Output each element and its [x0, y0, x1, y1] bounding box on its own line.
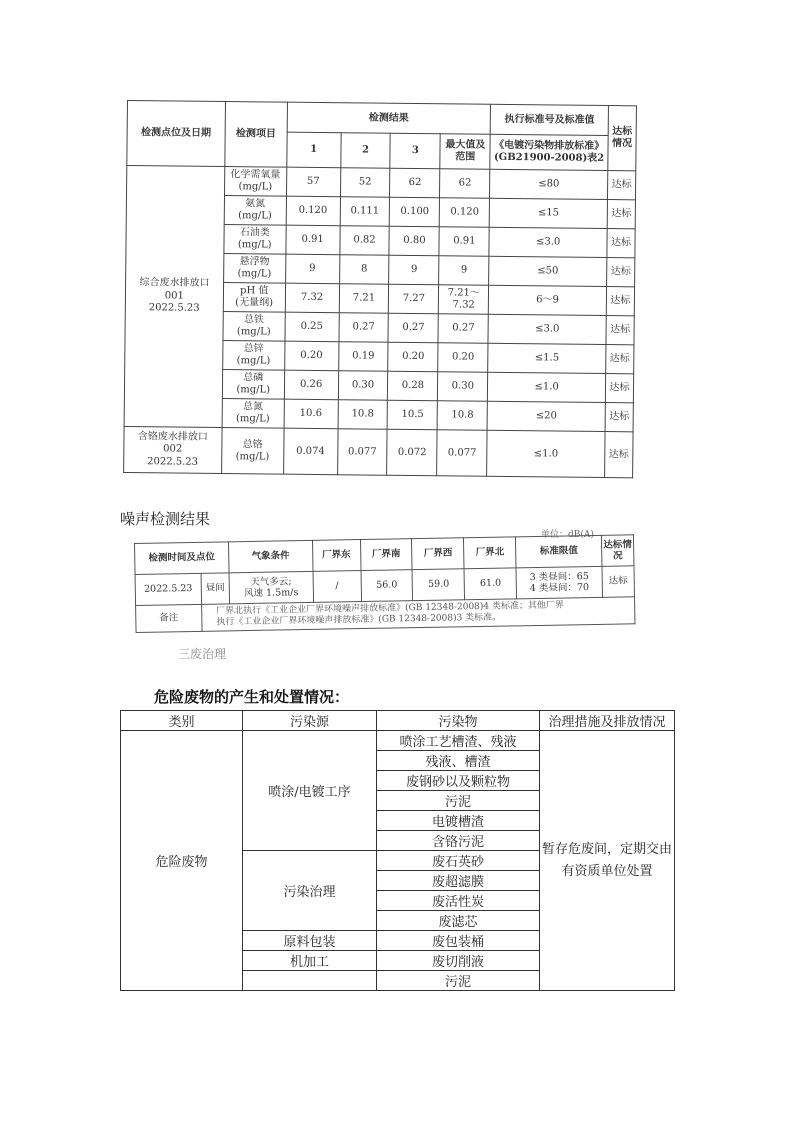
compliance-cell: 达标: [607, 200, 635, 229]
date-cell: 2022.5.23: [135, 573, 201, 605]
pollutant-cell: 废活性炭: [377, 891, 540, 911]
compliance-cell: 达标: [605, 374, 633, 403]
south-cell: 56.0: [361, 570, 413, 602]
value-cell: 7.21: [339, 284, 389, 314]
hazard-table: [120, 710, 675, 991]
west-cell: 59.0: [412, 569, 464, 601]
source-cell: [243, 971, 377, 991]
remark-label: 备注: [136, 604, 202, 632]
header-r2: 2: [340, 133, 390, 169]
pollutant-cell: 残液、槽渣: [377, 751, 540, 771]
value-cell: 0.111: [340, 197, 390, 227]
value-cell: 57: [286, 167, 340, 197]
header-item: 检测项目: [225, 102, 288, 168]
max-cell: 9: [439, 256, 489, 286]
category-cell: 危险废物: [121, 731, 243, 991]
header-weather: 气象条件: [228, 540, 312, 572]
pollutant-cell: 废包装桶: [377, 931, 540, 951]
compliance-cell: 达标: [605, 432, 633, 478]
value-cell: 0.074: [283, 428, 337, 475]
table-row: [121, 731, 675, 751]
compliance-cell: 达标: [607, 258, 635, 287]
site-date: 2022.5.23: [147, 455, 199, 468]
east-cell: /: [313, 571, 361, 603]
value-cell: 0.27: [388, 313, 438, 343]
standard-cell: ≤1.0: [487, 430, 605, 477]
value-cell: 0.82: [339, 226, 389, 256]
standard-cell: ≤20: [487, 401, 605, 431]
pollutant-cell: 废切削液: [377, 951, 540, 971]
pollutant-cell: 电镀槽渣: [377, 811, 540, 831]
header-standard-name: 《电镀污染物排放标准》(GB21900-2008)表2: [490, 134, 608, 170]
standard-cell: ≤80: [490, 169, 608, 199]
site-cell: [124, 166, 225, 428]
header-pollutant: 污染物: [377, 711, 540, 731]
item-cell: 化学需氧量 (mg/L): [224, 167, 286, 197]
pollutant-cell: 含铬污泥: [377, 831, 540, 851]
site-name: 含铬废水排放口: [137, 430, 208, 443]
item-cell: 总铬 (mg/L): [221, 428, 283, 475]
header-time-site: 检测时间及点位: [135, 542, 229, 575]
max-cell: 0.91: [439, 227, 489, 257]
water-quality-table-scan: [123, 100, 637, 478]
value-cell: 0.072: [387, 429, 437, 476]
table-row: [124, 426, 633, 477]
compliance-cell: 达标: [602, 566, 635, 598]
item-cell: 悬浮物 (mg/L): [223, 254, 285, 284]
standard-cell: ≤1.5: [488, 343, 606, 373]
value-cell: 0.91: [286, 225, 340, 255]
header-east: 厂界东: [312, 540, 360, 572]
header-results: 检测结果: [287, 102, 491, 134]
noise-heading: 噪声检测结果: [120, 510, 211, 528]
max-cell: 0.27: [438, 314, 488, 344]
noise-table-scan: [134, 534, 635, 633]
header-treatment: 治理措施及排放情况: [540, 711, 675, 731]
standard-cell: ≤15: [489, 198, 607, 228]
header-r3: 3: [390, 133, 440, 169]
header-west: 厂界西: [412, 538, 464, 570]
pollutant-cell: 废超滤膜: [377, 871, 540, 891]
compliance-cell: 达标: [608, 171, 636, 200]
value-cell: 10.5: [388, 400, 438, 430]
header-r1: 1: [286, 132, 340, 168]
item-cell: 总铁 (mg/L): [223, 312, 285, 342]
max-cell: 10.8: [437, 401, 487, 431]
compliance-cell: 达标: [606, 316, 634, 345]
value-cell: 0.19: [338, 342, 388, 372]
item-cell: pH 值 (无量纲): [223, 283, 285, 313]
table-row: [127, 166, 636, 200]
source-cell: 机加工: [243, 951, 377, 971]
compliance-cell: 达标: [606, 345, 634, 374]
value-cell: 0.80: [389, 226, 439, 256]
value-cell: 52: [340, 168, 390, 198]
noise-table: [134, 534, 635, 633]
value-cell: 7.27: [389, 284, 439, 314]
source-cell: 污染治理: [243, 851, 377, 931]
noise-unit-note: 单位：dB(A): [541, 530, 594, 540]
value-cell: 62: [390, 168, 440, 198]
header-source: 污染源: [243, 711, 377, 731]
treatment-cell: 暂存危废间，定期交由有资质单位处置: [540, 731, 675, 991]
pollutant-cell: 喷涂工艺槽渣、残液: [377, 731, 540, 751]
header-north: 厂界北: [464, 537, 516, 569]
item-cell: 总磷 (mg/L): [222, 370, 284, 400]
pollutant-cell: 废钢砂以及颗粒物: [377, 771, 540, 791]
standard-cell: ≤1.0: [488, 372, 606, 402]
value-cell: 0.120: [286, 196, 340, 226]
site-cell: [124, 426, 222, 473]
limit-cell: 3 类昼间：65 4 类昼间：70: [516, 566, 602, 598]
pollutant-cell: 污泥: [377, 971, 540, 991]
value-cell: 0.26: [284, 370, 338, 400]
header-standard-title: 执行标准号及标准值: [490, 104, 608, 135]
item-cell: 总氮 (mg/L): [222, 399, 284, 429]
value-cell: 9: [285, 254, 339, 284]
compliance-cell: 达标: [605, 403, 633, 432]
value-cell: 8: [339, 255, 389, 285]
standard-cell: 6～9: [489, 285, 607, 315]
standard-cell: ≤50: [489, 256, 607, 286]
max-cell: 62: [440, 169, 490, 199]
cut-off-heading: 三废治理: [178, 647, 227, 661]
value-cell: 9: [389, 255, 439, 285]
period-cell: 昼间: [201, 573, 229, 604]
value-cell: 0.25: [285, 312, 339, 342]
remark-cell: 厂界北执行《工业企业厂界环境噪声排放标准》(GB 12348-2008)4 类标准；其他厂界 执行《工业企业厂界环境噪声排放标准》(GB 12348-2008)3 类标准。: [202, 597, 635, 632]
max-cell: 0.30: [438, 372, 488, 402]
header-south: 厂界南: [360, 539, 412, 571]
max-cell: 0.077: [437, 430, 487, 477]
site-date: 2022.5.23: [148, 302, 200, 315]
site-code: 002: [163, 443, 183, 455]
standard-cell: ≤3.0: [488, 314, 606, 344]
header-compliance: 达标情况: [608, 106, 637, 171]
header-site-date: 检测点位及日期: [127, 101, 225, 167]
source-cell: 原料包装: [243, 931, 377, 951]
pollutant-cell: 废滤芯: [377, 911, 540, 931]
value-cell: 10.8: [338, 400, 388, 430]
value-cell: 0.077: [337, 429, 387, 476]
item-cell: 氨氮 (mg/L): [224, 196, 286, 226]
max-cell: 0.20: [438, 343, 488, 373]
max-cell: 7.21～7.32: [439, 285, 489, 315]
item-cell: 石油类 (mg/L): [224, 225, 286, 255]
header-limit: 标准限值: [516, 535, 602, 567]
site-code: 001: [164, 290, 184, 302]
header-compliance: 达标情况: [601, 535, 634, 567]
value-cell: 0.20: [284, 341, 338, 371]
header-max-range: 最大值及范围: [440, 134, 490, 170]
pollutant-cell: 废石英砂: [377, 851, 540, 871]
value-cell: 0.30: [338, 371, 388, 401]
max-cell: 0.120: [440, 198, 490, 228]
value-cell: 0.27: [339, 313, 389, 343]
value-cell: 0.20: [388, 342, 438, 372]
standard-cell: ≤3.0: [489, 227, 607, 257]
weather-cell: 天气多云; 风速 1.5m/s: [229, 571, 313, 603]
header-category: 类别: [121, 711, 243, 731]
value-cell: 10.6: [284, 399, 338, 429]
value-cell: 0.100: [390, 197, 440, 227]
hazard-heading: 危险废物的产生和处置情况：: [154, 688, 350, 706]
compliance-cell: 达标: [607, 229, 635, 258]
value-cell: 7.32: [285, 283, 339, 313]
compliance-cell: 达标: [606, 287, 634, 316]
source-cell: 喷涂/电镀工序: [243, 731, 377, 851]
pollutant-cell: 污泥: [377, 791, 540, 811]
site-name: 综合废水排放口: [139, 277, 210, 290]
north-cell: 61.0: [464, 568, 516, 600]
value-cell: 0.28: [388, 371, 438, 401]
water-quality-table: [123, 100, 637, 478]
item-cell: 总锌 (mg/L): [222, 341, 284, 371]
